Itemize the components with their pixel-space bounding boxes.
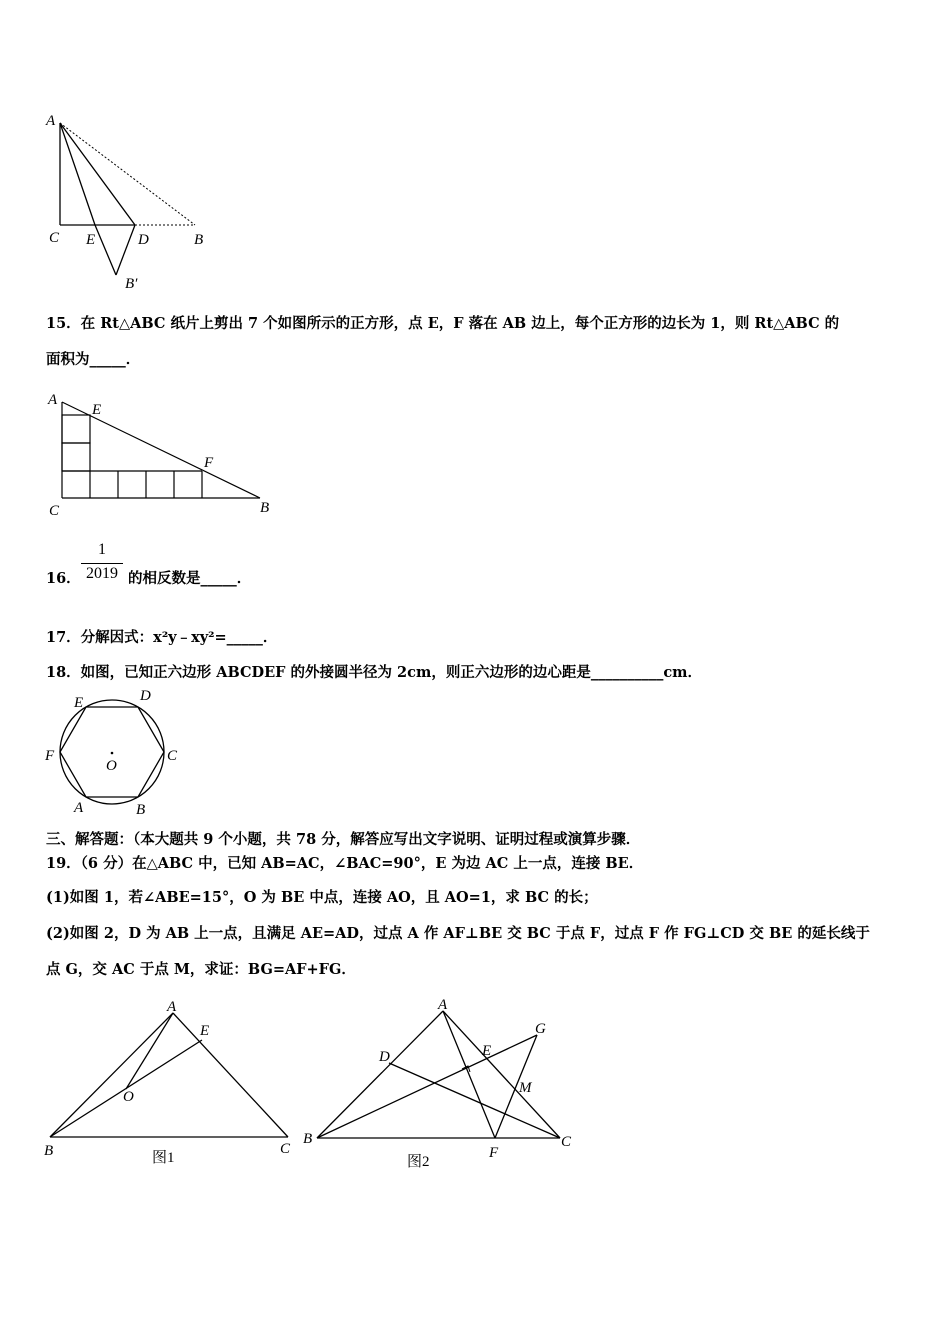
q17-text: 17．分解因式：x²y﹣xy²=_____． — [46, 629, 278, 646]
label-c: C — [561, 1134, 572, 1150]
segment-ab — [50, 1013, 173, 1137]
q15-line1: 15．在 Rt△ABC 纸片上剪出 7 个如图所示的正方形，点 E，F 落在 AB 边上，每个正方形的边长为 1，则 Rt△ABC 的 — [46, 315, 840, 332]
label-e: E — [482, 1043, 492, 1059]
q19-part1: (1)如图 1，若∠ABE=15°，O 为 BE 中点，连接 AO，且 AO=1，求 BC 的长； — [46, 889, 598, 906]
q15-line2: 面积为_____． — [46, 351, 141, 368]
label-d: D — [379, 1049, 390, 1065]
q16-numerator: 1 — [98, 541, 106, 558]
label-e: E — [86, 232, 96, 248]
label-b: B — [194, 232, 204, 248]
figure-q14 — [40, 105, 220, 295]
fig2-caption: 图2 — [407, 1154, 430, 1170]
label-a: A — [438, 997, 448, 1013]
square-2 — [62, 443, 90, 471]
segment-ae — [60, 123, 95, 225]
label-o: O — [106, 758, 117, 774]
square-1 — [62, 415, 90, 443]
label-c: C — [280, 1141, 291, 1157]
center-point — [111, 752, 114, 755]
label-f: F — [45, 748, 55, 764]
label-a: A — [74, 800, 84, 816]
figure-q19-1 — [40, 995, 313, 1175]
segment-dc — [389, 1063, 560, 1138]
label-c: C — [49, 230, 60, 246]
label-e: E — [200, 1023, 210, 1039]
segment-ab-dashed — [60, 123, 195, 225]
segment-ab — [317, 1011, 443, 1138]
label-c: C — [49, 503, 60, 519]
label-o: O — [123, 1089, 134, 1105]
segment-d-bprime — [116, 225, 135, 275]
segment-af — [443, 1011, 495, 1138]
label-b-prime: B′ — [125, 276, 138, 292]
label-b: B — [303, 1131, 313, 1147]
label-e: E — [74, 695, 84, 711]
label-f: F — [489, 1145, 499, 1161]
segment-ad — [60, 123, 135, 225]
label-b: B — [260, 500, 270, 516]
figure-q19-2 — [295, 995, 585, 1180]
figure-q15 — [40, 385, 280, 525]
q16-text: 的相反数是_____． — [128, 570, 252, 587]
segment-bg — [317, 1035, 537, 1138]
fraction-bar — [81, 563, 123, 564]
label-b: B — [44, 1143, 54, 1159]
figure-q18 — [40, 685, 190, 820]
label-m: M — [519, 1080, 532, 1096]
segment-ac — [173, 1013, 288, 1137]
label-g: G — [535, 1021, 546, 1037]
segment-ao — [126, 1013, 173, 1089]
q19-intro: 19．（6 分）在△ABC 中，已知 AB=AC，∠BAC=90°，E 为边 AC 上一点，连接 BE． — [46, 855, 644, 872]
fig1-caption: 图1 — [152, 1150, 175, 1166]
q18-text: 18．如图，已知正六边形 ABCDEF 的外接圆半径为 2cm，则正六边形的边心距是__________cm． — [46, 664, 702, 681]
label-f: F — [204, 455, 214, 471]
q16-denominator: 2019 — [86, 565, 118, 582]
q16-number: 16． — [46, 570, 81, 587]
label-b: B — [136, 802, 146, 818]
label-a: A — [46, 113, 56, 129]
label-a: A — [167, 999, 177, 1015]
label-d: D — [138, 232, 149, 248]
segment-e-bprime — [95, 225, 116, 275]
label-e: E — [92, 402, 102, 418]
label-a: A — [48, 392, 58, 408]
q19-part2-line2: 点 G，交 AC 于点 M，求证：BG=AF+FG． — [46, 961, 356, 978]
q19-part2-line1: (2)如图 2，D 为 AB 上一点，且满足 AE=AD，过点 A 作 AF⊥BE 交 BC 于点 F，过点 F 作 FG⊥CD 交 BE 的延长线于 — [46, 925, 870, 942]
label-d: D — [140, 688, 151, 704]
label-c: C — [167, 748, 178, 764]
section3-title: 三、解答题：（本大题共 9 个小题，共 78 分，解答应写出文字说明、证明过程或演算步骤． — [46, 831, 641, 848]
